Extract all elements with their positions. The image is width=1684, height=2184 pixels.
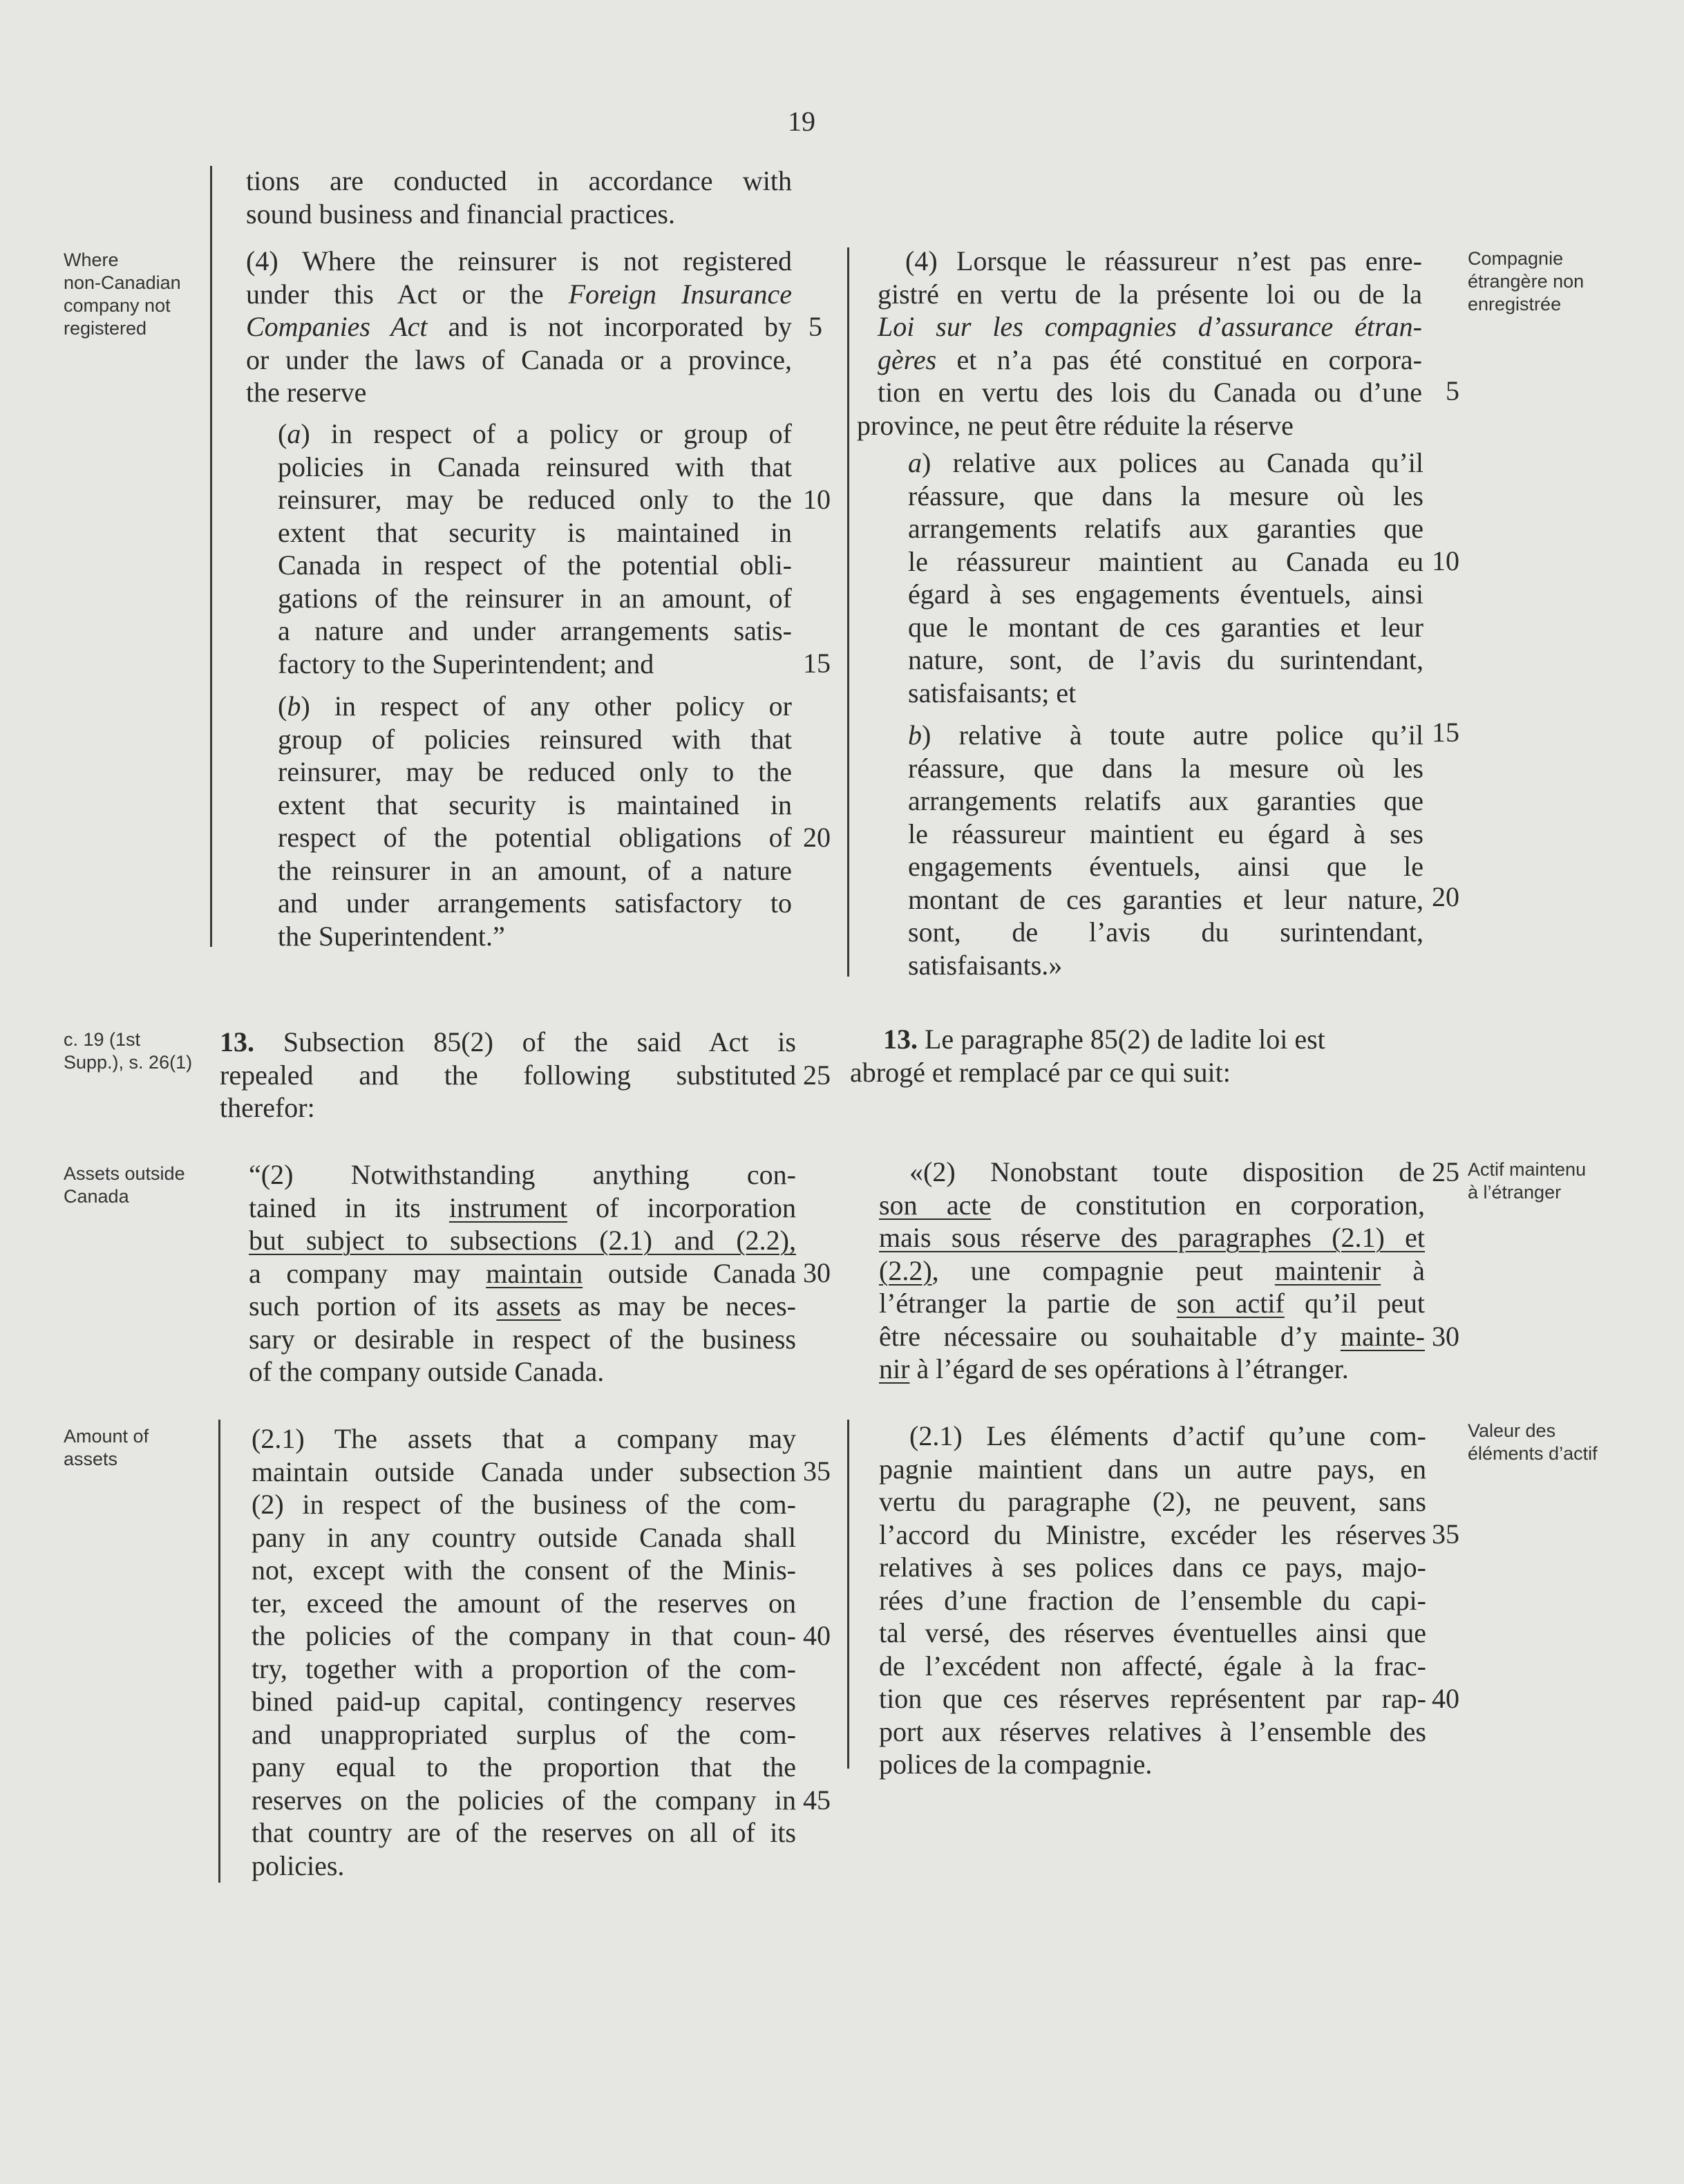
- french-paragraph-a: a) relative aux polices au Canada qu’il réassure, que dans la mesure où les arrangements relatifs aux garanties que le réassureur maintient au Canada eu égard à ses engagements éventuels, ainsi que le montant de ces garanties et leur nature, sont, de l’avis du surintendant, satisfaisants; et: [908, 447, 1423, 708]
- line-number: 20: [803, 822, 831, 853]
- line-number: 30: [803, 1257, 831, 1288]
- french-subsection-2: «(2) Nonobstant toute disposition de son acte de constitution en corporation, mais sous réserve des paragraphes (2.1) et (2.2), une compagnie peut maintenir à l’étranger la partie de son actif qu’il peut être nécessaire ou souhaitable d’y mainte- nir à l’égard de ses opérations à l’étranger.: [879, 1156, 1426, 1384]
- french-subsection-4: (4) Lorsque le réassureur n’est pas enre- gistré en vertu de la présente loi ou de la Loi sur les compagnies d’assurance étran- gères et n’a pas été constitué en corpora- tion en vertu des lois du Canada ou d’une province, ne peut être réduite la réserve: [857, 245, 1422, 441]
- line-number: 15: [1432, 717, 1459, 748]
- margin-note-citation: c. 19 (1st Supp.), s. 26(1): [64, 1029, 193, 1073]
- line-number: 10: [803, 484, 831, 515]
- margin-note-actif-maintenu: Actif maintenu à l’étranger: [1468, 1159, 1587, 1203]
- line-number: 20: [1432, 881, 1459, 912]
- english-section-13: 13. Subsection 85(2) of the said Act is repealed and the following substituted therefor:: [220, 1026, 796, 1123]
- english-subsection-2-1: (2.1) The assets that a company may maintain outside Canada under subsection (2) in respect of the business of the com- pany in any country outside Canada shall not, except with the consent of the Minis- ter, exceed the amount of the reserves on the policies of the company in that coun- try, together with a proportion of the com- bined paid-up capital, contingency reserves and unappropriated surplus of the com- pany equal to the proportion that the reserves on the policies of the company in that country are of the reserves on all of its policies.: [252, 1423, 796, 1881]
- line-number: 5: [808, 311, 822, 342]
- english-subsection-4: (4) Where the reinsurer is not registered under this Act or the Foreign Insurance Companies Act and is not incorporated by or under the laws of Canada or a province, the reserve: [246, 245, 793, 408]
- line-number: 25: [1432, 1156, 1459, 1187]
- french-section-13: 13. Le paragraphe 85(2) de ladite loi est abrogé et remplacé par ce qui suit:: [850, 1024, 1325, 1088]
- margin-note-valeur-elements-actif: Valeur des éléments d’actif: [1468, 1420, 1598, 1464]
- line-number: 45: [803, 1785, 831, 1816]
- line-number: 40: [803, 1620, 831, 1651]
- margin-note-assets-outside-canada: Assets outside Canada: [64, 1163, 185, 1207]
- margin-note-amount-of-assets: Amount of assets: [64, 1426, 149, 1469]
- line-number: 35: [1432, 1518, 1459, 1550]
- line-number: 5: [1446, 375, 1459, 406]
- center-change-bar-bottom: [847, 1420, 849, 1769]
- left-change-bar-bottom: [218, 1420, 220, 1883]
- english-subsection-2: “(2) Notwithstanding anything con- tained in its instrument of incorporation but subject to subsections (2.1) and (2.2), a company may maintain outside Canada such portion of its assets as may be neces- sary or desirable in respect of the business of the company outside Canada.: [249, 1159, 797, 1387]
- english-paragraph-b: (b) in respect of any other policy or group of policies reinsured with that reinsurer, may be reduced only to the extent that security is maintained in respect of the potential obligations of the reinsurer in an amount, of a nature and under arrangements satisfactory to the Superintendent.”: [278, 690, 792, 952]
- line-number: 15: [803, 648, 831, 679]
- english-paragraph-a: (a) in respect of a policy or group of policies in Canada reinsured with that reinsurer, may be reduced only to the extent that security is maintained in Canada in respect of the potential obli- gations of the reinsurer in an amount, of a nature and under arrangements satis- factory to the Superintendent; and: [278, 418, 792, 679]
- line-number: 30: [1432, 1321, 1459, 1352]
- english-intro: tions are conducted in accordance with sound business and financial practices.: [246, 165, 792, 229]
- left-change-bar-top: [210, 166, 212, 947]
- line-number: 25: [803, 1060, 831, 1091]
- line-number: 40: [1432, 1683, 1459, 1714]
- french-subsection-2-1: (2.1) Les éléments d’actif qu’une com- pagnie maintient dans un autre pays, en vertu du paragraphe (2), ne peuvent, sans l’accord du Ministre, excéder les réserves relatives à ses polices dans ce pays, majo- rées d’une fraction de l’ensemble du capi- tal versé, des réserves éventuelles ainsi que de l’excédent non affecté, égale à la frac- tion que ces réserves représentent par rap- port aux réserves relatives à l’ensemble des polices de la compagnie.: [879, 1420, 1426, 1780]
- center-change-bar-top: [847, 247, 849, 977]
- margin-note-where-non-canadian: Where non-Canadian company not registered: [64, 250, 181, 339]
- french-paragraph-b: b) relative à toute autre police qu’il réassure, que dans la mesure où les arrangements relatifs aux garanties que le réassureur maintient eu égard à ses engagements éventuels, ainsi que le montant de ces garanties et leur nature, sont, de l’avis du surintendant, satisfaisants.»: [908, 719, 1423, 981]
- page-number: 19: [788, 106, 815, 137]
- line-number: 35: [803, 1456, 831, 1487]
- line-number: 10: [1432, 545, 1459, 576]
- margin-note-compagnie-etrangere: Compagnie étrangère non enregistrée: [1468, 248, 1584, 314]
